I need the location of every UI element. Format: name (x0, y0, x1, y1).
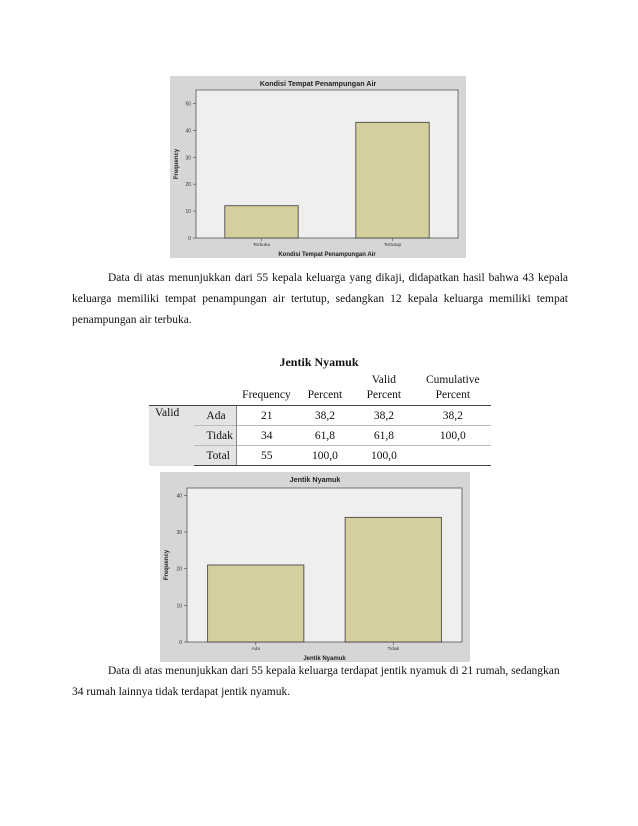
header-cumulative-percent (415, 371, 491, 406)
bar-chart-1 (170, 76, 466, 258)
bar (345, 517, 441, 642)
header-valid-percent-line2: Percent (366, 389, 402, 401)
y-axis-label: Frequency (164, 549, 170, 581)
table-title: Jentik Nyamuk (279, 355, 359, 369)
cell-frequency: 34 (236, 426, 296, 446)
x-tick-label: Terbuka (252, 243, 271, 248)
x-axis-label: Jentik Nyamuk (303, 656, 346, 662)
y-tick-label: 20 (176, 566, 182, 573)
y-tick-label: 40 (176, 493, 182, 500)
header-valid-percent (353, 371, 414, 406)
bar-chart-2 (160, 472, 470, 662)
y-tick-label: 30 (176, 530, 182, 536)
y-axis-label: Frequency (174, 148, 180, 180)
table-row (149, 406, 491, 426)
cell-cumulative-percent: 100,0 (415, 426, 491, 446)
header-frequency: Frequency (236, 371, 296, 406)
row-label: Tidak (194, 426, 236, 446)
row-group-label: Valid (149, 406, 194, 466)
cell-frequency: 21 (260, 409, 273, 422)
cell-percent: 100,0 (297, 446, 353, 466)
y-tick-label: 40 (185, 128, 191, 135)
bar (225, 206, 298, 238)
header-percent: Percent (297, 371, 353, 406)
cell-cumulative-percent: 38,2 (442, 409, 463, 422)
y-tick-label: 10 (176, 603, 182, 610)
frequency-table (149, 371, 491, 466)
y-tick-label: 50 (185, 101, 191, 108)
x-tick-label: Ada (251, 647, 261, 652)
header-cumulative-percent-line1: Cumulative (425, 374, 480, 386)
paragraph-2-text: Data di atas menunjukkan dari 55 kepala keluarga terdapat jentik nyamuk di 21 rumah, sedangkan 34 rumah lainnya tidak terdapat jentik nyamuk. (72, 665, 560, 698)
y-tick-label: 0 (188, 236, 191, 242)
header-empty-1 (149, 371, 194, 406)
y-tick-label: 30 (185, 155, 191, 162)
chart-kondisi-tempat-penampungan-air (170, 76, 466, 258)
header-empty-2 (194, 371, 236, 406)
cell-valid-percent: 38,2 (373, 409, 394, 422)
header-valid-percent-line1: Valid (371, 374, 397, 386)
y-tick-label: 20 (185, 182, 191, 189)
chart-title: Kondisi Tempat Penampungan Air (259, 79, 377, 88)
table-header-row (149, 371, 491, 406)
cell-frequency: 55 (236, 446, 296, 466)
x-axis-label: Kondisi Tempat Penampungan Air (278, 252, 376, 258)
header-cumulative-percent-line2: Percent (435, 389, 471, 401)
row-label: Ada (194, 406, 236, 426)
x-tick-label: Tidak (387, 647, 400, 652)
paragraph-1-text: Data di atas menunjukkan dari 55 kepala keluarga yang dikaji, didapatkan hasil bahwa 43 kepala keluarga memiliki tempat penampungan air tertutup, sedangkan 12 kepala keluarga memiliki tempat penampungan air terbuka. (72, 272, 568, 326)
table-row (149, 446, 491, 466)
paragraph-1 (72, 268, 568, 331)
cell-percent: 38,2 (314, 409, 335, 422)
bar (208, 565, 304, 642)
chart-jentik-nyamuk (160, 472, 470, 662)
x-tick-label: Tertutup (383, 243, 402, 248)
chart-title: Jentik Nyamuk (289, 475, 341, 484)
cell-valid-percent: 100,0 (353, 446, 414, 466)
cell-percent: 61,8 (297, 426, 353, 446)
paragraph-2 (72, 661, 568, 703)
y-tick-label: 10 (185, 209, 191, 216)
cell-cumulative-percent (415, 446, 491, 466)
y-tick-label: 0 (179, 640, 182, 646)
row-label: Total (194, 446, 236, 466)
bar (356, 122, 429, 238)
table-row (149, 426, 491, 446)
cell-valid-percent: 61,8 (353, 426, 414, 446)
